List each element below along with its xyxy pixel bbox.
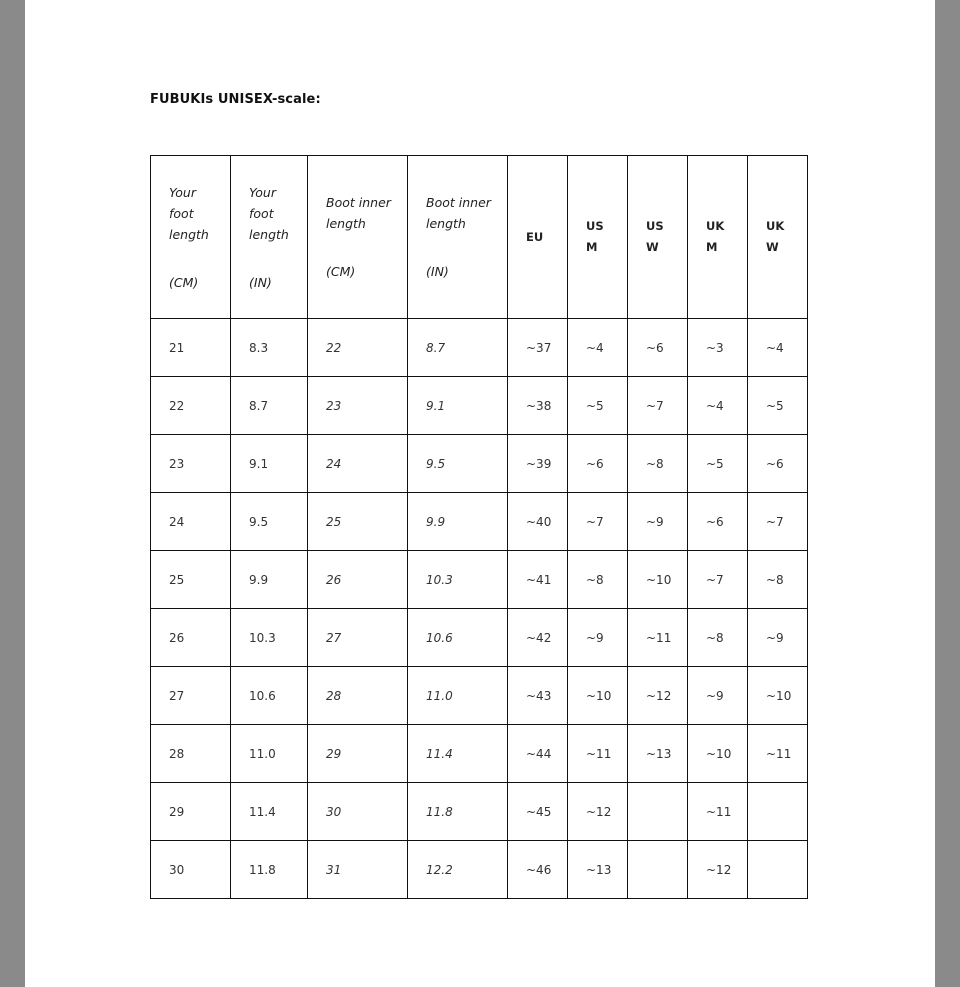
table-cell: ~10	[748, 667, 808, 725]
table-cell: 24	[151, 493, 231, 551]
table-cell: ~12	[568, 783, 628, 841]
header-boot-inner-in: Boot inner length (IN)	[408, 156, 508, 319]
header-boot-inner-cm: Boot inner length (CM)	[308, 156, 408, 319]
header-uk-m: UK M	[688, 156, 748, 319]
table-cell: ~6	[568, 435, 628, 493]
table-cell: 27	[151, 667, 231, 725]
table-cell: 27	[308, 609, 408, 667]
table-row	[151, 725, 808, 783]
table-cell: ~6	[688, 493, 748, 551]
table-cell: ~44	[508, 725, 568, 783]
table-cell: ~5	[568, 377, 628, 435]
table-cell: 25	[308, 493, 408, 551]
page-title: FUBUKIs UNISEX-scale:	[150, 92, 321, 107]
size-chart-table	[150, 155, 808, 899]
table-cell	[748, 783, 808, 841]
table-cell: 10.6	[408, 609, 508, 667]
table-cell: ~12	[688, 841, 748, 899]
table-cell	[628, 783, 688, 841]
table-cell: 26	[308, 551, 408, 609]
table-cell: 8.7	[408, 319, 508, 377]
table-cell: 22	[151, 377, 231, 435]
table-cell: 30	[308, 783, 408, 841]
table-cell: 30	[151, 841, 231, 899]
table-cell: ~13	[628, 725, 688, 783]
table-cell: ~10	[688, 725, 748, 783]
table-cell: ~9	[568, 609, 628, 667]
table-cell: 22	[308, 319, 408, 377]
table-cell: ~40	[508, 493, 568, 551]
table-cell: 26	[151, 609, 231, 667]
table-cell: 11.4	[408, 725, 508, 783]
table-cell: 10.3	[408, 551, 508, 609]
table-cell: ~45	[508, 783, 568, 841]
table-cell: 28	[308, 667, 408, 725]
table-cell: ~8	[568, 551, 628, 609]
table-cell: 31	[308, 841, 408, 899]
table-row	[151, 609, 808, 667]
table-cell: ~7	[568, 493, 628, 551]
header-us-m: US M	[568, 156, 628, 319]
table-cell	[748, 841, 808, 899]
table-cell: ~4	[748, 319, 808, 377]
table-cell: 11.8	[408, 783, 508, 841]
table-cell: ~11	[748, 725, 808, 783]
header-foot-length-cm: Your foot length (CM)	[151, 156, 231, 319]
header-uk-w: UK W	[748, 156, 808, 319]
table-cell: 24	[308, 435, 408, 493]
table-cell: ~43	[508, 667, 568, 725]
table-cell: ~8	[628, 435, 688, 493]
table-cell: ~13	[568, 841, 628, 899]
table-cell: 8.3	[231, 319, 308, 377]
table-row	[151, 783, 808, 841]
table-row	[151, 841, 808, 899]
table-cell: 23	[151, 435, 231, 493]
document-page	[25, 0, 935, 987]
table-cell: 8.7	[231, 377, 308, 435]
table-cell: ~8	[748, 551, 808, 609]
table-cell: ~9	[748, 609, 808, 667]
table-cell: 23	[308, 377, 408, 435]
table-cell: 11.8	[231, 841, 308, 899]
table-cell: ~4	[568, 319, 628, 377]
table-cell: 28	[151, 725, 231, 783]
table-cell: ~6	[748, 435, 808, 493]
table-cell: 9.1	[231, 435, 308, 493]
table-cell: 29	[308, 725, 408, 783]
table-cell: ~39	[508, 435, 568, 493]
table-cell: ~42	[508, 609, 568, 667]
header-eu: EU	[508, 156, 568, 319]
table-cell: 9.5	[231, 493, 308, 551]
table-row	[151, 551, 808, 609]
table-cell: ~41	[508, 551, 568, 609]
table-row	[151, 319, 808, 377]
table-cell: 9.1	[408, 377, 508, 435]
table-cell: 9.9	[231, 551, 308, 609]
table-cell: ~38	[508, 377, 568, 435]
table-cell: ~7	[748, 493, 808, 551]
table-row	[151, 435, 808, 493]
table-cell: 9.9	[408, 493, 508, 551]
table-cell: ~3	[688, 319, 748, 377]
table-cell: ~11	[568, 725, 628, 783]
table-cell: ~10	[568, 667, 628, 725]
table-row	[151, 377, 808, 435]
table-row	[151, 493, 808, 551]
table-cell: 11.0	[408, 667, 508, 725]
table-cell: 9.5	[408, 435, 508, 493]
table-cell	[628, 841, 688, 899]
table-cell: ~10	[628, 551, 688, 609]
table-cell: ~9	[688, 667, 748, 725]
table-cell: ~6	[628, 319, 688, 377]
header-row	[151, 156, 808, 319]
table-cell: 29	[151, 783, 231, 841]
table-cell: ~8	[688, 609, 748, 667]
table-cell: ~11	[628, 609, 688, 667]
table-cell: 21	[151, 319, 231, 377]
table-cell: ~5	[748, 377, 808, 435]
table-cell: 10.3	[231, 609, 308, 667]
table-cell: 12.2	[408, 841, 508, 899]
table-cell: 11.0	[231, 725, 308, 783]
table-cell: ~9	[628, 493, 688, 551]
table-cell: ~7	[688, 551, 748, 609]
table-cell: ~5	[688, 435, 748, 493]
table-row	[151, 667, 808, 725]
table-cell: ~37	[508, 319, 568, 377]
table-cell: 10.6	[231, 667, 308, 725]
table-cell: 25	[151, 551, 231, 609]
table-cell: ~7	[628, 377, 688, 435]
header-foot-length-in: Your foot length (IN)	[231, 156, 308, 319]
table-cell: ~46	[508, 841, 568, 899]
table-cell: ~4	[688, 377, 748, 435]
table-cell: ~12	[628, 667, 688, 725]
header-us-w: US W	[628, 156, 688, 319]
table-cell: 11.4	[231, 783, 308, 841]
table-cell: ~11	[688, 783, 748, 841]
